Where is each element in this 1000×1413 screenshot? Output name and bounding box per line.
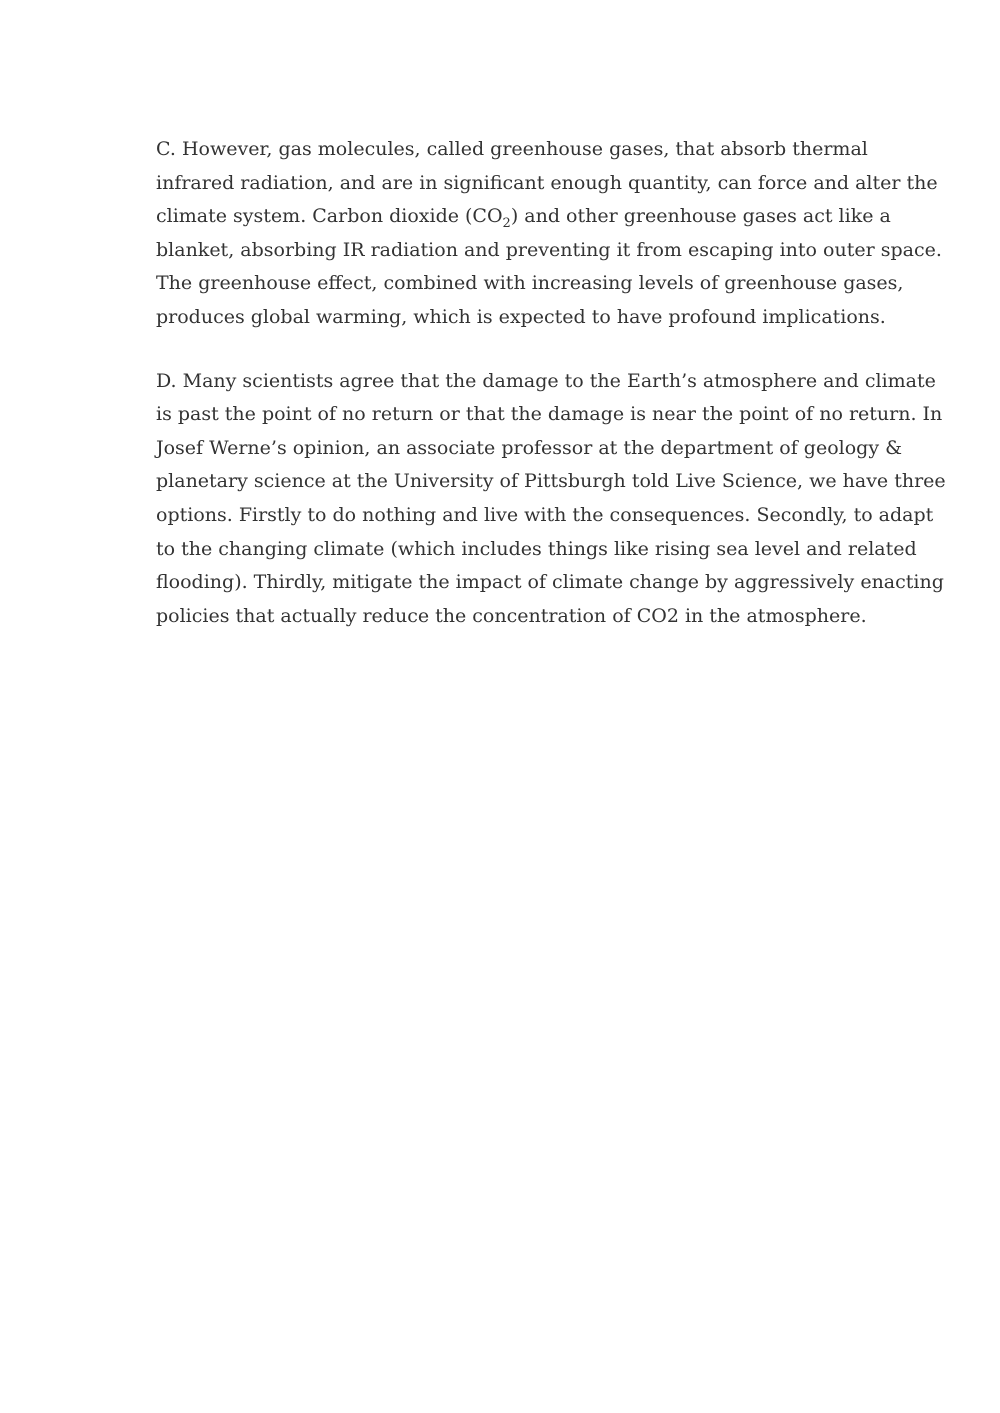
paragraph-d: D. Many scientists agree that the damage to the Earth’s atmosphere and climate is past the point of no return or that the damage is near the point of no return. In Josef Werne’s opinion, an associate professor at the department of geology & planetary science at the University of Pittsburgh told Live Science, we have three options. Firstly to do nothing and live with the consequences. Secondly, to adapt to the changing climate (which includes things like rising sea level and related flooding). Thirdly, mitigate the impact of climate change by aggressively enacting policies that actually reduce the concentration of CO2 in the atmosphere. (156, 369, 946, 627)
document-body (156, 133, 946, 633)
paragraph-c-text-part1: C. However, gas molecules, called greenhouse gases, that absorb thermal infrared radiation, and are in significant enough quantity, can force and alter the climate system. Carbon dioxide (CO (156, 138, 938, 228)
paragraph-c-text-part2: ) and other greenhouse gases act like a blanket, absorbing IR radiation and preventing it from escaping into outer space. The greenhouse effect, combined with increasing levels of greenhouse gases, produces global warming, which is expected to have profound implications. (156, 205, 942, 328)
paragraph-c (156, 133, 946, 335)
co2-subscript: 2 (502, 215, 511, 231)
